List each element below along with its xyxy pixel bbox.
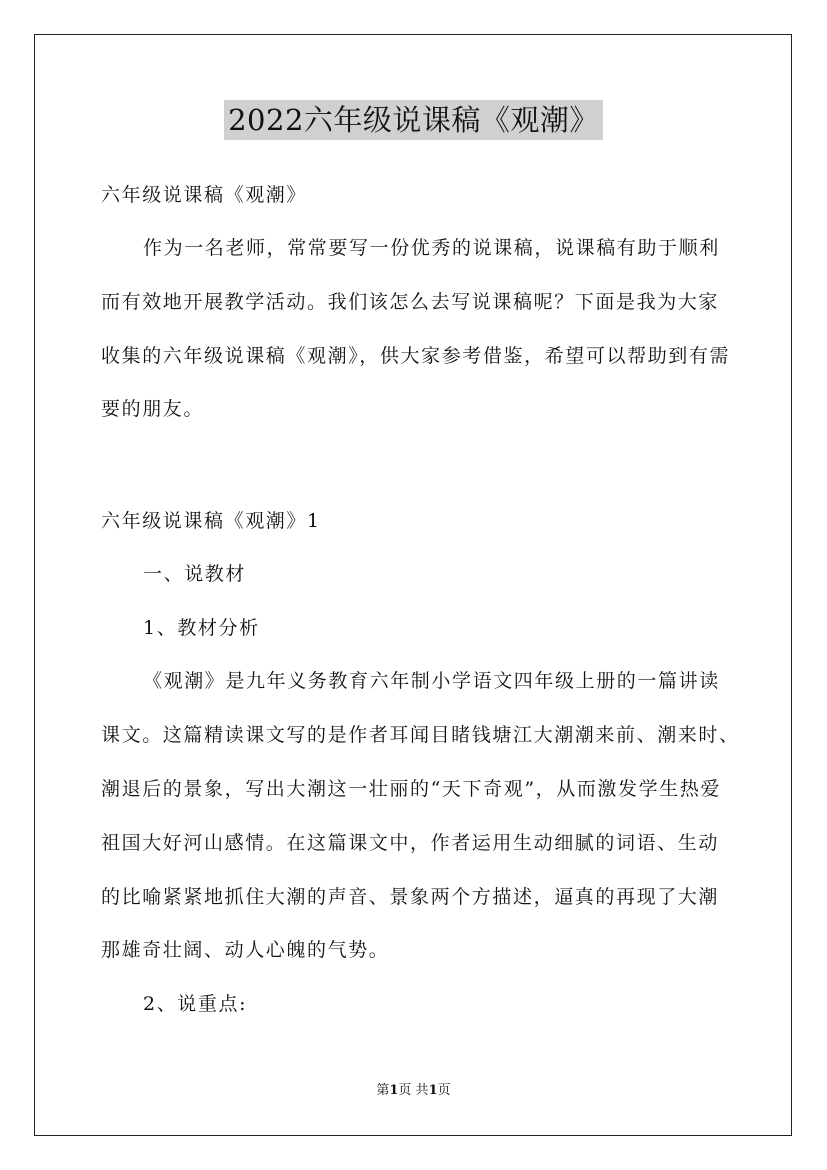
document-title: 2022六年级说课稿《观潮》 bbox=[224, 100, 603, 140]
footer-page-prefix: 第 bbox=[376, 1083, 390, 1098]
body-line-3: 潮退后的景象，写出大潮这一壮丽的“天下奇观”，从而激发学生热爱 bbox=[101, 778, 722, 800]
title-container bbox=[0, 100, 827, 140]
intro-line-4: 要的朋友。 bbox=[101, 398, 205, 420]
body-line-5: 的比喻紧紧地抓住大潮的声音、景象两个方描述，逼真的再现了大潮 bbox=[101, 886, 720, 908]
footer-page-suffix: 页 bbox=[437, 1083, 451, 1098]
item-two-heading: 2、说重点: bbox=[143, 993, 248, 1015]
section-heading: 六年级说课稿《观潮》1 bbox=[101, 510, 321, 532]
part-one-heading: 一、说教材 bbox=[143, 563, 247, 585]
footer-page-mid: 页 共 bbox=[398, 1083, 429, 1098]
body-line-6: 那雄奇壮阔、动人心魄的气势。 bbox=[101, 939, 390, 961]
item-one-heading: 1、教材分析 bbox=[143, 617, 260, 639]
intro-line-3: 收集的六年级说课稿《观潮》，供大家参考借鉴，希望可以帮助到有需 bbox=[101, 345, 731, 367]
footer-page-total: 1 bbox=[428, 1083, 438, 1098]
body-line-4: 祖国大好河山感情。在这篇课文中，作者运用生动细腻的词语、生动 bbox=[101, 832, 720, 854]
intro-line-2: 而有效地开展教学活动。我们该怎么去写说课稿呢？下面是我为大家 bbox=[101, 291, 720, 313]
body-line-2: 课文。这篇精读课文写的是作者耳闻目睹钱塘江大潮潮来前、潮来时、 bbox=[101, 724, 740, 746]
footer-page-number: 1 bbox=[389, 1083, 399, 1098]
intro-line-1: 作为一名老师，常常要写一份优秀的说课稿，说课稿有助于顺利 bbox=[143, 237, 720, 259]
page-footer bbox=[0, 1082, 827, 1100]
document-subtitle: 六年级说课稿《观潮》 bbox=[101, 184, 308, 206]
body-line-1: 《观潮》是九年义务教育六年制小学语文四年级上册的一篇讲读 bbox=[143, 670, 720, 692]
